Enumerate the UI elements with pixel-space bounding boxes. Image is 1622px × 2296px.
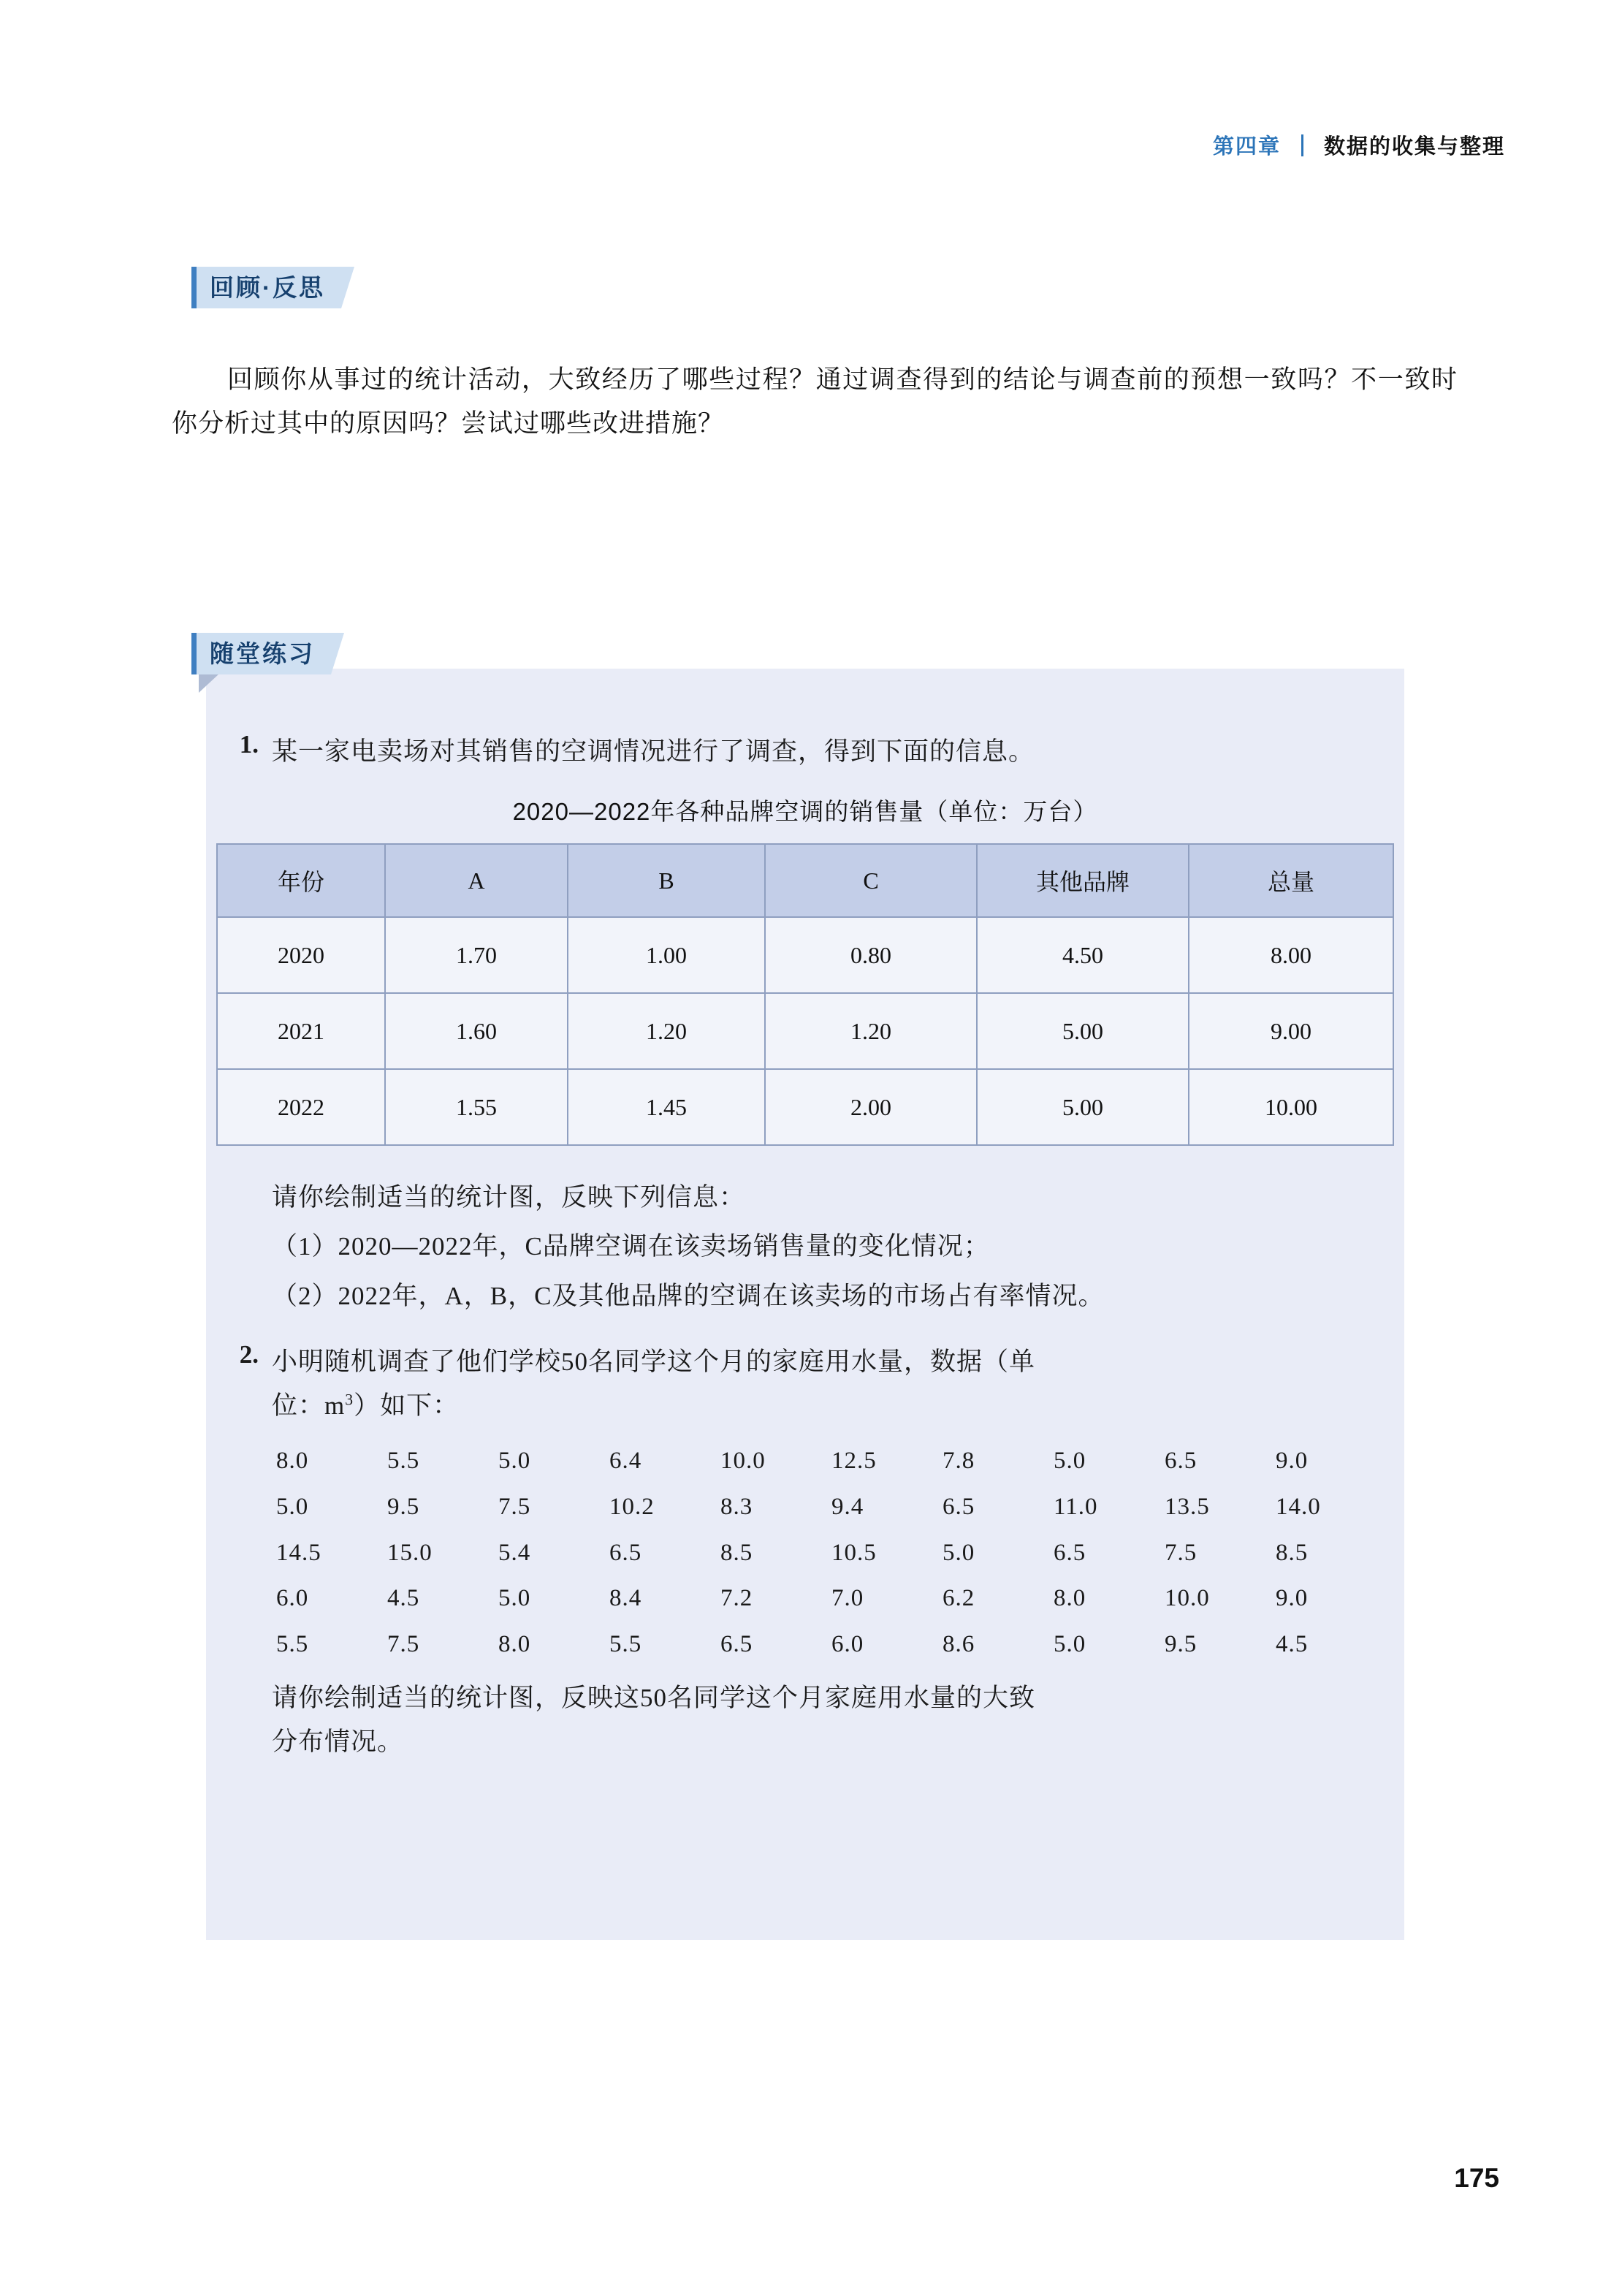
data-value: 5.0 bbox=[1054, 1448, 1086, 1475]
data-value: 6.0 bbox=[276, 1585, 309, 1612]
table-cell: 2020 bbox=[217, 917, 385, 993]
table-cell: 1.20 bbox=[765, 993, 977, 1069]
data-value: 5.0 bbox=[276, 1494, 309, 1520]
data-value: 8.3 bbox=[720, 1494, 753, 1520]
table-header-cell: 其他品牌 bbox=[977, 844, 1189, 917]
data-value: 5.0 bbox=[498, 1585, 531, 1612]
table-row bbox=[217, 1069, 1393, 1145]
data-value: 6.5 bbox=[1054, 1539, 1086, 1566]
table-cell: 9.00 bbox=[1189, 993, 1393, 1069]
question-2-stem-line-2 bbox=[272, 1384, 1387, 1428]
data-value: 7.0 bbox=[831, 1585, 864, 1612]
table-header-cell: 年份 bbox=[217, 844, 385, 917]
data-row bbox=[276, 1530, 1387, 1576]
data-value: 12.5 bbox=[831, 1448, 877, 1475]
data-value: 7.8 bbox=[943, 1448, 975, 1475]
section-tag-practice: 随堂练习 bbox=[191, 633, 331, 674]
table-cell: 2021 bbox=[217, 993, 385, 1069]
table-row bbox=[217, 917, 1393, 993]
data-value: 4.5 bbox=[387, 1585, 420, 1612]
table-cell: 5.00 bbox=[977, 993, 1189, 1069]
question-1-number: 1. bbox=[239, 730, 259, 759]
data-value: 5.0 bbox=[498, 1448, 531, 1475]
sales-table bbox=[216, 843, 1394, 1146]
table-caption: 2020—2022年各种品牌空调的销售量（单位：万台） bbox=[512, 798, 1098, 826]
data-value: 11.0 bbox=[1054, 1494, 1098, 1520]
data-value: 5.5 bbox=[276, 1631, 309, 1658]
data-value: 9.5 bbox=[1165, 1631, 1198, 1658]
section-tag-review: 回顾·反思 bbox=[191, 267, 341, 308]
data-value: 5.0 bbox=[943, 1539, 975, 1566]
data-value: 6.2 bbox=[943, 1585, 975, 1612]
data-value: 15.0 bbox=[387, 1539, 433, 1566]
water-usage-data bbox=[276, 1438, 1387, 1667]
review-paragraph: 回顾你从事过的统计活动，大致经历了哪些过程？通过调查得到的结论与调查前的预想一致吗？不一致时你分析过其中的原因吗？尝试过哪些改进措施？ bbox=[172, 365, 1458, 438]
table-cell: 5.00 bbox=[977, 1069, 1189, 1145]
data-row bbox=[276, 1484, 1387, 1530]
data-value: 10.5 bbox=[831, 1539, 877, 1566]
data-value: 13.5 bbox=[1165, 1494, 1210, 1520]
question-2-number: 2. bbox=[239, 1339, 259, 1369]
chapter-label: 第四章 bbox=[1212, 135, 1281, 159]
data-value: 8.0 bbox=[1054, 1585, 1086, 1612]
unit-prefix: 位：m bbox=[272, 1391, 346, 1421]
data-value: 14.0 bbox=[1276, 1494, 1321, 1520]
table-cell: 1.55 bbox=[385, 1069, 568, 1145]
data-value: 5.5 bbox=[609, 1631, 642, 1658]
data-value: 6.5 bbox=[720, 1631, 753, 1658]
table-header-row bbox=[217, 844, 1393, 917]
table-cell: 1.70 bbox=[385, 917, 568, 993]
table-cell: 1.20 bbox=[568, 993, 765, 1069]
table-cell: 2.00 bbox=[765, 1069, 977, 1145]
data-value: 4.5 bbox=[1276, 1631, 1309, 1658]
question-1-stem: 某一家电卖场对其销售的空调情况进行了调查，得到下面的信息。 bbox=[272, 737, 1035, 766]
table-cell: 1.45 bbox=[568, 1069, 765, 1145]
data-value: 7.5 bbox=[1165, 1539, 1198, 1566]
data-value: 7.2 bbox=[720, 1585, 753, 1612]
data-value: 7.5 bbox=[498, 1494, 531, 1520]
data-value: 5.5 bbox=[387, 1448, 420, 1475]
table-header-cell: A bbox=[385, 844, 568, 917]
question-1-body bbox=[272, 730, 1375, 774]
page-number: 175 bbox=[1454, 2163, 1499, 2193]
data-value: 8.6 bbox=[943, 1631, 975, 1658]
data-value: 10.0 bbox=[1165, 1585, 1210, 1612]
table-header-cell: C bbox=[765, 844, 977, 917]
unit-exponent: 3 bbox=[345, 1391, 354, 1409]
table-cell: 4.50 bbox=[977, 917, 1189, 993]
question-2-body bbox=[272, 1340, 1387, 1764]
question-2-tail-line-2: 分布情况。 bbox=[272, 1727, 404, 1756]
data-value: 8.0 bbox=[276, 1448, 309, 1475]
data-value: 10.0 bbox=[720, 1448, 766, 1475]
data-value: 9.5 bbox=[387, 1494, 420, 1520]
data-value: 6.4 bbox=[609, 1448, 642, 1475]
question-2 bbox=[206, 1340, 1404, 1764]
table-cell: 0.80 bbox=[765, 917, 977, 993]
data-value: 9.4 bbox=[831, 1494, 864, 1520]
data-value: 7.5 bbox=[387, 1631, 420, 1658]
data-row bbox=[276, 1622, 1387, 1668]
table-cell: 2022 bbox=[217, 1069, 385, 1145]
data-value: 10.2 bbox=[609, 1494, 655, 1520]
question-1-sub-1: （1）2020—2022年，C品牌空调在该卖场销售量的变化情况； bbox=[272, 1232, 990, 1261]
data-value: 9.0 bbox=[1276, 1448, 1309, 1475]
data-value: 8.4 bbox=[609, 1585, 642, 1612]
table-cell: 1.60 bbox=[385, 993, 568, 1069]
table-row bbox=[217, 993, 1393, 1069]
data-value: 6.5 bbox=[943, 1494, 975, 1520]
data-value: 6.5 bbox=[609, 1539, 642, 1566]
question-2-stem-line-1: 小明随机调查了他们学校50名同学这个月的家庭用水量，数据（单 bbox=[272, 1347, 1036, 1376]
data-value: 9.0 bbox=[1276, 1585, 1309, 1612]
page-header bbox=[1213, 130, 1505, 160]
chapter-title: 数据的收集与整理 bbox=[1323, 135, 1505, 159]
table-cell: 8.00 bbox=[1189, 917, 1393, 993]
data-value: 6.0 bbox=[831, 1631, 864, 1658]
question-2-tail-line-1: 请你绘制适当的统计图，反映这50名同学这个月家庭用水量的大致 bbox=[272, 1683, 1036, 1712]
data-value: 5.0 bbox=[1054, 1631, 1086, 1658]
question-1 bbox=[206, 669, 1404, 774]
data-value: 8.5 bbox=[720, 1539, 753, 1566]
data-value: 8.0 bbox=[498, 1631, 531, 1658]
data-row bbox=[276, 1438, 1387, 1484]
table-header-cell: 总量 bbox=[1189, 844, 1393, 917]
question-1-sub-2: （2）2022年，A，B，C及其他品牌的空调在该卖场的市场占有率情况。 bbox=[272, 1281, 1105, 1310]
data-value: 5.4 bbox=[498, 1539, 531, 1566]
practice-content bbox=[206, 669, 1404, 1764]
table-cell: 1.00 bbox=[568, 917, 765, 993]
data-value: 6.5 bbox=[1165, 1448, 1198, 1475]
unit-suffix: ）如下： bbox=[354, 1391, 460, 1421]
table-cell: 10.00 bbox=[1189, 1069, 1393, 1145]
data-value: 8.5 bbox=[1276, 1539, 1309, 1566]
table-header-cell: B bbox=[568, 844, 765, 917]
data-row bbox=[276, 1575, 1387, 1622]
data-value: 14.5 bbox=[276, 1539, 321, 1566]
header-divider bbox=[1301, 134, 1303, 156]
question-1-prompt: 请你绘制适当的统计图，反映下列信息： bbox=[272, 1183, 746, 1212]
